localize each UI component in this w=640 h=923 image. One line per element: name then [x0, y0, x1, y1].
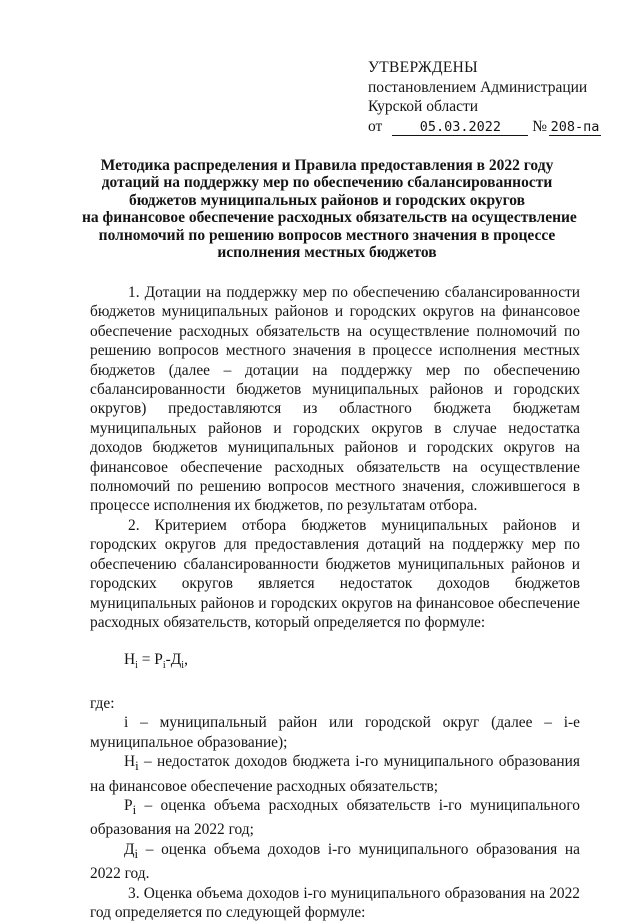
- formula-sub: i: [181, 660, 185, 672]
- formula-sub: i: [135, 660, 138, 672]
- where-label: где:: [90, 694, 115, 712]
- term-text: – недостаток доходов бюджета i-го муниципального образования на финансовое обеспечение расходных обязательств;: [90, 753, 580, 795]
- title-line: бюджетов муниципальных районов и городских округов: [128, 191, 526, 209]
- formula-tail: ,: [184, 651, 188, 669]
- term-d: [90, 840, 580, 884]
- term-symbol: Р: [124, 796, 133, 814]
- term-text: – оценка объема доходов i-го муниципального образования на 2022 год.: [90, 840, 580, 883]
- term-text: – оценка объема расходных обязательств i-го муниципального образования на 2022 год;: [90, 796, 580, 839]
- title-line: на финансовое обеспечение расходных обязательств на осуществление: [82, 209, 577, 227]
- approval-region: Курской области: [368, 98, 479, 115]
- approval-date: 05.03.2022: [392, 120, 528, 136]
- term-p: [90, 796, 580, 840]
- approval-number: 208-па: [550, 118, 600, 135]
- term-text: – муниципальный район или городской округ (далее – i-е муниципальное образование);: [90, 714, 580, 751]
- title-line: Методика распределения и Правила предоставления в 2022 году: [100, 157, 554, 174]
- formula-eq: =: [137, 651, 155, 669]
- from-label: от: [368, 117, 383, 135]
- formula-p: Р: [154, 651, 163, 669]
- term-symbol: i: [124, 714, 129, 732]
- formula-minus: -: [165, 651, 171, 669]
- term-h: [90, 752, 580, 796]
- formula: [124, 650, 580, 675]
- formula-sub: i: [162, 660, 166, 672]
- approval-authority: постановлением Администрации: [368, 78, 588, 96]
- paragraph-1: 1. Дотации на поддержку мер по обеспечению сбалансированности бюджетов муниципальных районов и городских округов на финансовое обеспечение расходных обязательств на осуществление полномочий по решению вопросов местного значения в процессе исполнения местных бюджетов (далее – дотации на поддержку мер по обеспечению сбалансированности бюджетов муниципальных районов и городских округов) предоставляются из областного бюджета бюджетам муниципальных районов и городских округов в случае недостатка доходов бюджетов муниципальных районов и городских округов на финансовое обеспечение расходных обязательств на осуществление полномочий по решению вопросов местного значения, сложившегося в процессе исполнения их бюджетов, по результатам отбора.: [90, 284, 580, 515]
- approval-block: [368, 58, 630, 136]
- formula-h: Н: [124, 651, 136, 669]
- number-label: №: [532, 117, 547, 135]
- paragraph-3: 3. Оценка объема доходов i-го муниципального образования на 2022 год определяется по следующей формуле:: [90, 884, 580, 922]
- term-sub: i: [134, 846, 139, 861]
- term-sub: i: [135, 759, 139, 774]
- term-i: [90, 713, 580, 752]
- term-symbol: Н: [124, 753, 136, 771]
- document-title: [82, 157, 577, 262]
- document-body: [90, 283, 580, 923]
- approval-heading: УТВЕРЖДЕНЫ: [368, 59, 478, 76]
- paragraph-2: 2. Критерием отбора бюджетов муниципальных районов и городских округов для предоставления дотаций на поддержку мер по обеспечению сбалансированности бюджетов муниципальных районов и городских округов является недостаток доходов бюджетов муниципальных районов и городских округов на финансовое обеспечение расходных обязательств, который определяется по формуле:: [90, 516, 580, 631]
- term-symbol: Д: [124, 840, 135, 858]
- formula-d: Д: [170, 651, 182, 669]
- term-sub: i: [132, 802, 137, 817]
- title-line: исполнения местных бюджетов: [217, 244, 437, 262]
- title-line: полномочий по решению вопросов местного значения в процессе: [98, 226, 556, 244]
- title-line: дотаций на поддержку мер по обеспечению сбалансированности: [101, 174, 553, 192]
- approval-date-line: [368, 117, 630, 137]
